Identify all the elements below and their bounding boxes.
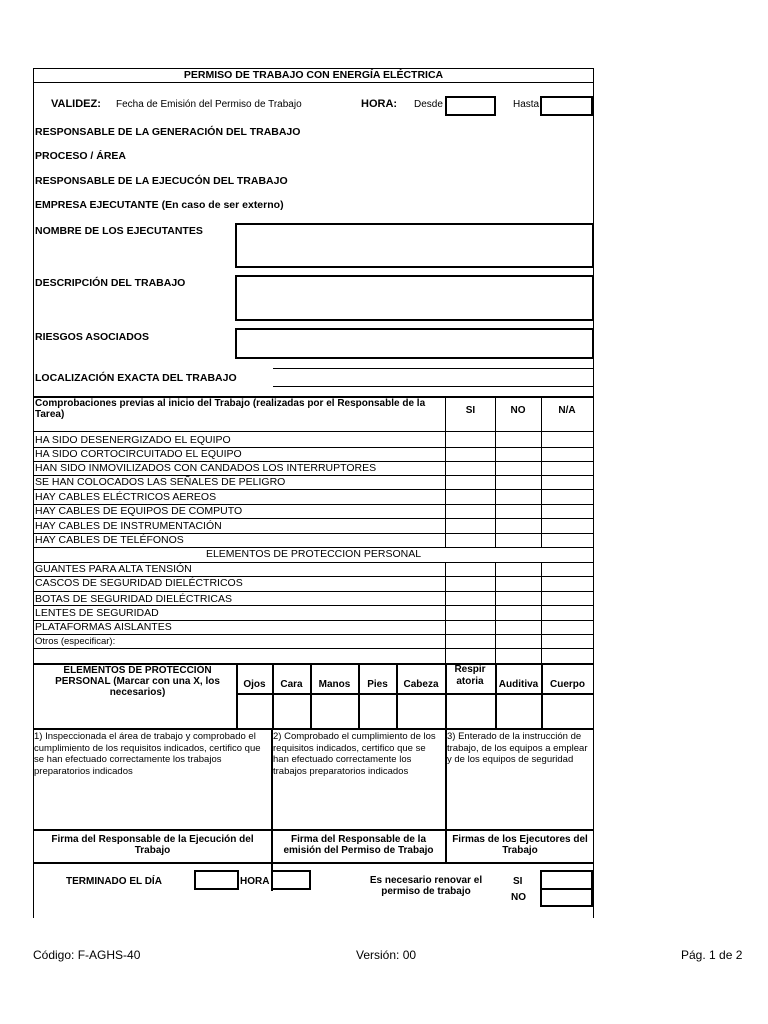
form-title: PERMISO DE TRABAJO CON ENERGÍA ELÉCTRICA	[183, 69, 444, 81]
signature-top-border	[33, 829, 594, 831]
ppe-item: PLATAFORMAS AISLANTES	[35, 621, 172, 633]
check-item: HAN SIDO INMOVILIZADOS CON CANDADOS LOS INTERRUPTORES	[35, 462, 377, 474]
location-line-1[interactable]	[273, 368, 593, 369]
ppe-col-respiratory: Respiratoria	[454, 664, 486, 687]
certification-3: 3) Enterado de la instrucción de trabajo, de los equipos a emplear y de los equipos de seguridad	[447, 731, 588, 765]
signature-permit-emission: Firma del Responsable de la emisión del Permiso de Trabajo	[283, 834, 434, 856]
ppe-col-line	[358, 663, 360, 729]
emission-date-label: Fecha de Emisión del Permiso de Trabajo	[116, 99, 302, 110]
ppe-col-line	[445, 663, 447, 729]
checks-header-divider	[33, 431, 594, 432]
checks-header: Comprobaciones previas al inicio del Trabajo (realizadas por el Responsable de la Tarea)	[35, 398, 426, 420]
col-na: N/A	[558, 405, 576, 416]
row-divider	[33, 518, 594, 519]
row-divider	[33, 648, 594, 649]
form-left-border	[33, 68, 34, 918]
signature-responsible-execution: Firma del Responsable de la Ejecución del Trabajo	[51, 834, 254, 856]
exact-location-label: LOCALIZACIÓN EXACTA DEL TRABAJO	[35, 372, 237, 384]
renew-permit-label: Es necesario renovar el permiso de trabajo	[369, 875, 483, 897]
location-line-2[interactable]	[273, 386, 593, 387]
ppe-col-line	[272, 663, 274, 729]
footer-code: Código: F-AGHS-40	[33, 948, 141, 962]
executors-names-input[interactable]	[235, 223, 594, 268]
ppe-col-line	[495, 663, 497, 729]
ppe-item: LENTES DE SEGURIDAD	[35, 607, 159, 619]
col-line-si	[445, 396, 446, 663]
col-no: NO	[510, 405, 526, 416]
ppe-col-face: Cara	[280, 679, 303, 690]
to-label: Hasta	[513, 99, 540, 110]
certification-2: 2) Comprobado el cumplimiento de los requisitos indicados, certifico que se han efectuado correctamente los trabajos preparatorios indicados	[273, 731, 436, 777]
check-item: HA SIDO CORTOCIRCUITADO EL EQUIPO	[35, 448, 242, 460]
col-si: SI	[465, 405, 476, 416]
ppe-col-line	[541, 663, 543, 729]
ppe-col-head: Cabeza	[403, 679, 439, 690]
ppe-col-feet: Pies	[367, 679, 388, 690]
footer-page: Pág. 1 de 2	[681, 948, 743, 962]
ppe-item: BOTAS DE SEGURIDAD DIELÉCTRICAS	[35, 593, 233, 605]
finished-hour-label: HORA	[240, 876, 270, 887]
executing-company-label: EMPRESA EJECUTANTE (En caso de ser externo)	[35, 199, 284, 211]
ppe-col-body: Cuerpo	[550, 679, 585, 690]
hour-label: HORA:	[361, 98, 398, 110]
title-divider	[33, 82, 594, 83]
row-divider	[33, 489, 594, 490]
col-line-no	[495, 396, 496, 663]
footer-version: Versión: 00	[356, 948, 417, 962]
validity-label: VALIDEZ:	[51, 98, 101, 110]
ppe-col-eyes: Ojos	[243, 679, 266, 690]
check-item: SE HAN COLOCADOS LAS SEÑALES DE PELIGRO	[35, 476, 286, 488]
from-time-input[interactable]	[445, 96, 496, 116]
associated-risks-input[interactable]	[235, 328, 594, 359]
ppe-item: CASCOS DE SEGURIDAD DIELÉCTRICOS	[35, 577, 243, 589]
check-item: HAY CABLES ELÉCTRICOS AEREOS	[35, 491, 217, 503]
process-area-label: PROCESO / ÁREA	[35, 150, 127, 162]
form-right-border	[593, 68, 594, 918]
finished-hour-input[interactable]	[271, 870, 311, 890]
ppe-col-line	[310, 663, 312, 729]
executors-names-label: NOMBRE DE LOS EJECUTANTES	[35, 225, 203, 237]
ppe-col-line	[236, 663, 238, 729]
ppe-marks-header: ELEMENTOS DE PROTECCIÓN PERSONAL (Marcar con una X, los necesarios)	[55, 665, 220, 698]
job-description-input[interactable]	[235, 275, 594, 321]
finished-day-label: TERMINADO EL DÍA	[66, 876, 162, 887]
renew-yes-label: SI	[513, 876, 523, 887]
ppe-col-line	[396, 663, 398, 729]
ppe-section-title: ELEMENTOS DE PROTECCION PERSONAL	[205, 548, 422, 560]
ppe-col-hands: Manos	[318, 679, 351, 690]
col-line-na	[541, 396, 542, 663]
row-divider	[33, 605, 594, 606]
others-label: Otros (especificar):	[35, 636, 116, 647]
ppe-marks-bottom-border	[33, 728, 594, 730]
signature-executors: Firmas de los Ejecutores del Trabajo	[452, 834, 588, 856]
finished-day-input[interactable]	[194, 870, 239, 890]
check-item: HAY CABLES DE INSTRUMENTACIÓN	[35, 520, 222, 532]
row-divider	[33, 591, 594, 592]
responsible-generation-label: RESPONSABLE DE LA GENERACIÓN DEL TRABAJO	[35, 126, 301, 138]
ppe-col-hearing: Auditiva	[498, 679, 539, 690]
check-item: HAY CABLES DE EQUIPOS DE COMPUTO	[35, 505, 243, 517]
check-item: HAY CABLES DE TELÉFONOS	[35, 534, 184, 546]
certification-1: 1) Inspeccionada el área de trabajo y comprobado el cumplimiento de los requisitos indicados, certifico que se han efectuado correctamente los trabajos preparatorios indicados	[34, 731, 261, 777]
renew-no-label: NO	[511, 892, 526, 903]
job-description-label: DESCRIPCIÓN DEL TRABAJO	[35, 277, 186, 289]
signature-bottom-border	[33, 862, 594, 864]
check-item: HA SIDO DESENERGIZADO EL EQUIPO	[35, 434, 231, 446]
associated-risks-label: RIESGOS ASOCIADOS	[35, 331, 149, 343]
to-time-input[interactable]	[540, 96, 593, 116]
from-label: Desde	[414, 99, 443, 110]
responsible-execution-label: RESPONSABLE DE LA EJECUCÓN DEL TRABAJO	[35, 175, 288, 187]
ppe-item: GUANTES PARA ALTA TENSIÓN	[35, 563, 192, 575]
renew-no-checkbox[interactable]	[540, 888, 593, 907]
row-divider	[33, 634, 594, 635]
ppe-header-divider	[236, 693, 594, 695]
renew-yes-checkbox[interactable]	[540, 870, 593, 890]
